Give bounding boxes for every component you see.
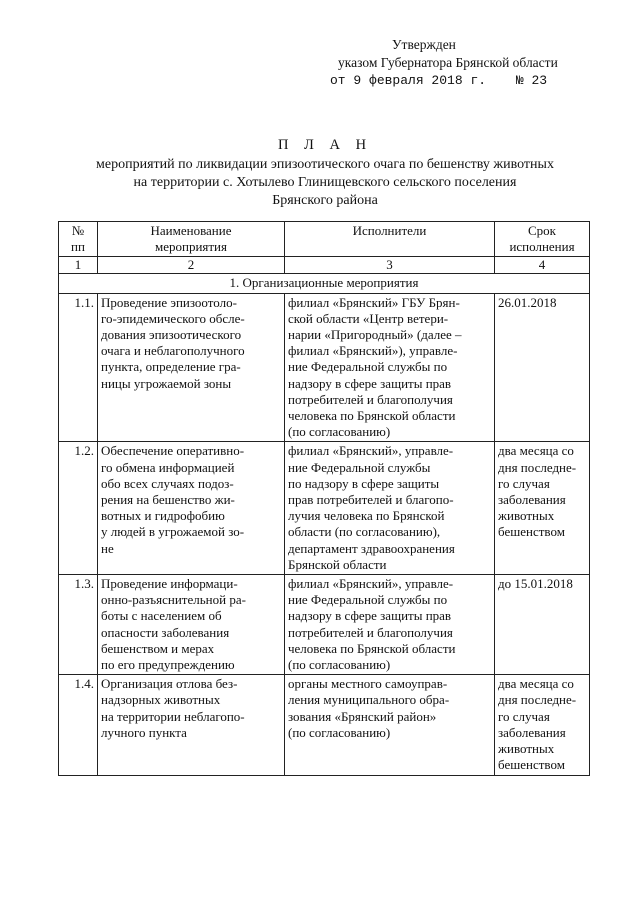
- approval-date-prefix: от: [330, 73, 346, 88]
- title-line-1: мероприятий по ликвидации эпизоотического очага по бешенству животных: [96, 157, 554, 172]
- column-number: 3: [285, 257, 495, 274]
- row-number: 1.4.: [59, 675, 98, 775]
- row-executors: филиал «Брянский», управле- ние Федеральной службы по надзору в сфере защиты прав потребителей и благополучия человека по Брянской области (по согласованию): [285, 575, 495, 675]
- row-executors: филиал «Брянский» ГБУ Брян- ской области «Центр ветери- нарии «Пригородный» (далее – филиал «Брянский»), управле- ние Федеральной службы по надзору в сфере защиты прав потребителей и благополучия человека по Брянской области (по согласованию): [285, 293, 495, 442]
- row-term: до 15.01.2018: [495, 575, 590, 675]
- document-title: [60, 136, 590, 210]
- table-row: [59, 293, 590, 442]
- header-term: Срок исполнения: [495, 222, 590, 257]
- row-term: два месяца со дня последне- го случая заболевания животных бешенством: [495, 442, 590, 575]
- approval-date-line: [330, 72, 630, 90]
- header-executors: Исполнители: [285, 222, 495, 257]
- row-executors: органы местного самоуправ- ления муниципального обра- зования «Брянский район» (по согласованию): [285, 675, 495, 775]
- row-number: 1.3.: [59, 575, 98, 675]
- row-executors: филиал «Брянский», управле- ние Федеральной службы по надзору в сфере защиты прав потребителей и благопо- лучия человека по Брянской области (по согласованию), департамент здравоохранения Брянской области: [285, 442, 495, 575]
- row-name: Проведение информаци- онно-разъяснительной ра- боты с населением об опасности заболевания бешенством и мерах по его предупреждению: [98, 575, 285, 675]
- plan-heading: П Л А Н: [277, 137, 373, 153]
- approval-number: № 23: [515, 73, 548, 88]
- row-term: два месяца со дня последне- го случая заболевания животных бешенством: [495, 675, 590, 775]
- approval-stamp: [330, 36, 630, 90]
- header-number: № пп: [59, 222, 98, 257]
- approval-title: Утвержден: [392, 37, 456, 52]
- column-number: 2: [98, 257, 285, 274]
- column-number: 4: [495, 257, 590, 274]
- section-title: 1. Организационные мероприятия: [59, 274, 590, 293]
- row-number: 1.2.: [59, 442, 98, 575]
- row-number: 1.1.: [59, 293, 98, 442]
- section-row: [59, 274, 590, 293]
- table-row: [59, 575, 590, 675]
- title-line-2: на территории с. Хотылево Глинищевского сельского поселения: [133, 175, 517, 190]
- row-name: Обеспечение оперативно- го обмена информацией обо всех случаях подоз- рения на бешенство жи- вотных и гидрофобию у людей в угрожаемой зо- не: [98, 442, 285, 575]
- approval-authority: указом Губернатора Брянской области: [338, 55, 558, 70]
- row-name: Организация отлова без- надзорных животных на территории неблагопо- лучного пункта: [98, 675, 285, 775]
- plan-table: [58, 221, 590, 776]
- approval-date: 9 февраля 2018 г.: [353, 73, 487, 88]
- table-row: [59, 675, 590, 775]
- header-name: Наименование мероприятия: [98, 222, 285, 257]
- row-name: Проведение эпизоотоло- го-эпидемического обсле- дования эпизоотического очага и неблагополучного пункта, определение гра- ницы угрожаемой зоны: [98, 293, 285, 442]
- column-number: 1: [59, 257, 98, 274]
- table-row: [59, 442, 590, 575]
- row-term: 26.01.2018: [495, 293, 590, 442]
- title-line-3: Брянского района: [272, 193, 378, 208]
- column-numbers-row: [59, 257, 590, 274]
- table-header-row: [59, 222, 590, 257]
